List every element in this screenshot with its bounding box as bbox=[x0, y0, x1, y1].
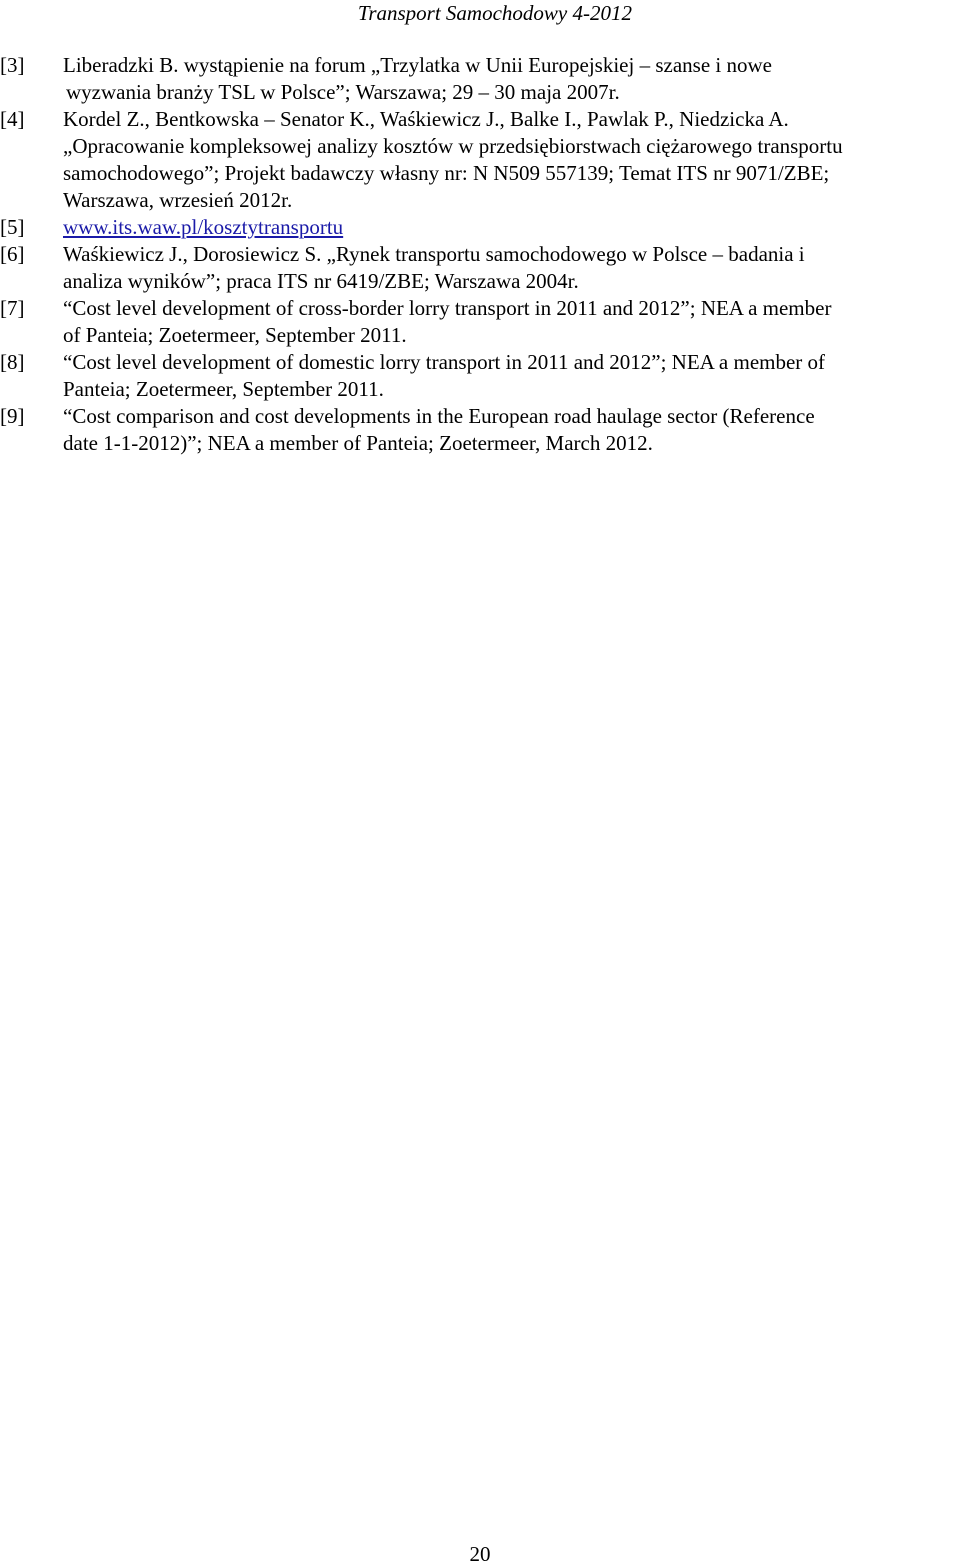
reference-number: [8] bbox=[0, 350, 25, 374]
reference-item-8 bbox=[0, 349, 960, 403]
reference-text-line: “Cost comparison and cost developments in the European road haulage sector (Reference bbox=[63, 404, 815, 428]
reference-text-line: samochodowego”; Projekt badawczy własny nr: N N509 557139; Temat ITS nr 9071/ZBE; bbox=[63, 161, 830, 185]
reference-link[interactable]: www.its.waw.pl/kosztytransportu bbox=[63, 215, 344, 239]
reference-item-9 bbox=[0, 403, 960, 457]
reference-number: [4] bbox=[0, 107, 25, 131]
reference-number: [9] bbox=[0, 404, 25, 428]
reference-text-line: Waśkiewicz J., Dorosiewicz S. „Rynek transportu samochodowego w Polsce – badania i bbox=[63, 242, 805, 266]
reference-number: [6] bbox=[0, 242, 25, 266]
reference-item-4 bbox=[0, 106, 960, 214]
reference-text-line: analiza wyników”; praca ITS nr 6419/ZBE; Warszawa 2004r. bbox=[63, 269, 579, 293]
reference-text-line: date 1-1-2012)”; NEA a member of Panteia; Zoetermeer, March 2012. bbox=[63, 431, 653, 455]
reference-number: [5] bbox=[0, 215, 25, 239]
reference-text-line: Liberadzki B. wystąpienie na forum „Trzylatka w Unii Europejskiej – szanse i nowe bbox=[63, 53, 772, 77]
reference-item-5 bbox=[0, 214, 960, 241]
reference-number: [3] bbox=[0, 53, 25, 77]
reference-text-line: Panteia; Zoetermeer, September 2011. bbox=[63, 377, 384, 401]
reference-text-line: „Opracowanie kompleksowej analizy kosztów w przedsiębiorstwach ciężarowego transportu bbox=[63, 134, 843, 158]
reference-item-3 bbox=[0, 52, 960, 106]
reference-list bbox=[0, 52, 960, 457]
reference-item-7 bbox=[0, 295, 960, 349]
reference-text-line: of Panteia; Zoetermeer, September 2011. bbox=[63, 323, 407, 347]
reference-text-line: Kordel Z., Bentkowska – Senator K., Waśkiewicz J., Balke I., Pawlak P., Niedzicka A. bbox=[63, 107, 789, 131]
reference-text-line: “Cost level development of domestic lorry transport in 2011 and 2012”; NEA a member of bbox=[63, 350, 826, 374]
page-number: 20 bbox=[469, 1542, 491, 1566]
reference-item-6 bbox=[0, 241, 960, 295]
reference-text-line: “Cost level development of cross-border lorry transport in 2011 and 2012”; NEA a member bbox=[63, 296, 832, 320]
reference-number: [7] bbox=[0, 296, 25, 320]
reference-text-line: wyzwania branży TSL w Polsce”; Warszawa; 29 – 30 maja 2007r. bbox=[66, 80, 620, 104]
running-header: Transport Samochodowy 4-2012 bbox=[357, 1, 632, 25]
reference-text-line: Warszawa, wrzesień 2012r. bbox=[63, 188, 293, 212]
